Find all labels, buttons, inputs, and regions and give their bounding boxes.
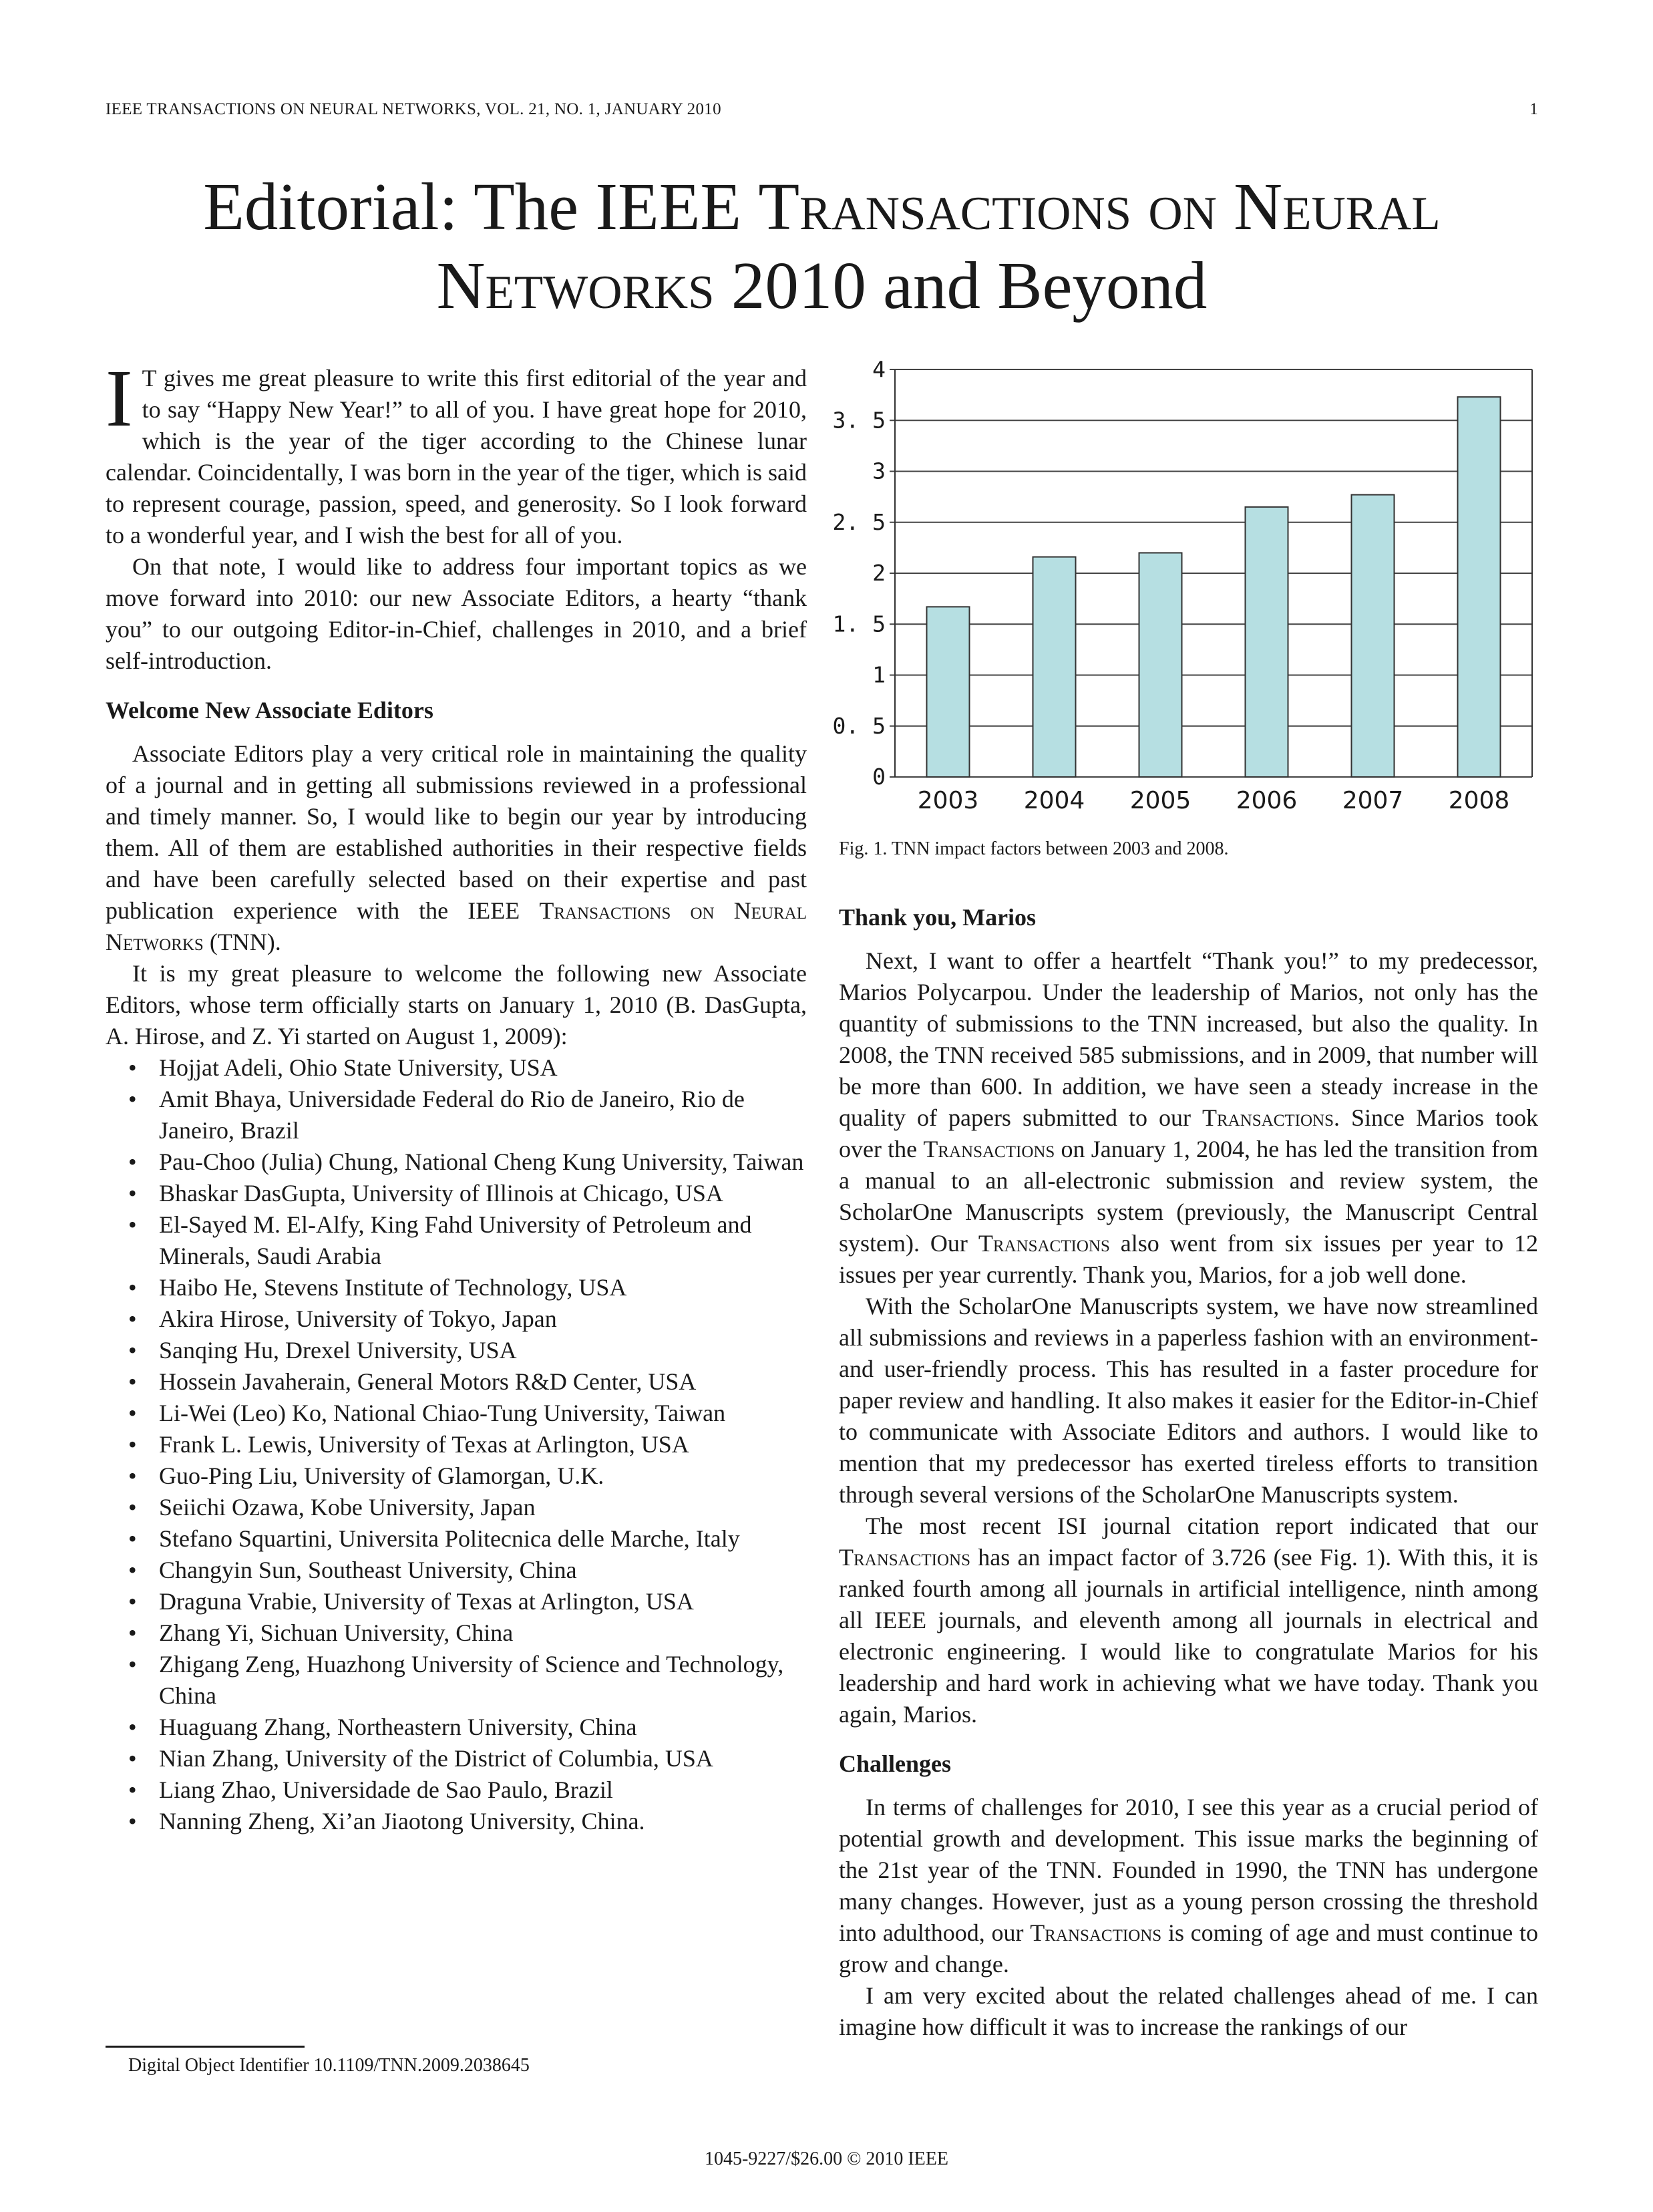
- topics-paragraph: On that note, I would like to address four important topics as we move forward into 2010: our new Associate Editors, a hearty “thank you” to our outgoing Editor-in-Chief, challenges in 2010, and a brief self-introduction.: [106, 553, 807, 674]
- editor-list-item: • Sanqing Hu, Drexel University, USA: [106, 1335, 807, 1366]
- page-title: [106, 167, 1538, 325]
- x-tick-label: 2006: [1236, 787, 1298, 814]
- section-heading-welcome: Welcome New Associate Editors: [106, 697, 433, 724]
- impact-text-b: has an impact factor of 3.726 (see Fig. 1). With this, it is ranked fourth among all journals in artificial intelligence, ninth among all IEEE journals, and eleventh among all journals in electrical and electronic engineering. I would like to congratulate Marios for his leadership and hard work in achieving what we have today. Thank you again, Marios.: [839, 1544, 1538, 1728]
- editor-list-item: • Haibo He, Stevens Institute of Technology, USA: [106, 1272, 807, 1303]
- challenges-text-a: In terms of challenges for 2010, I see this year as a crucial period of potential growth and development. This issue marks the beginning of the 21st year of the TNN. Founded in 1990, the TNN has undergone many changes. However, just as a young person crossing the threshold into adulthood, our: [839, 1794, 1538, 1946]
- editor-list-item: • Amit Bhaya, Universidade Federal do Rio de Janeiro, Rio de Janeiro, Brazil: [106, 1084, 807, 1146]
- editor-list-item: • Huaguang Zhang, Northeastern University, China: [106, 1712, 807, 1743]
- bar: [1458, 397, 1501, 777]
- editor-list-item: • Stefano Squartini, Universita Politecnica delle Marche, Italy: [106, 1523, 807, 1555]
- associate-editors-paragraph: [106, 738, 807, 958]
- editor-list-item: • Zhang Yi, Sichuan University, China: [106, 1617, 807, 1649]
- x-tick-label: 2003: [917, 787, 979, 814]
- intro-paragraph: [106, 353, 807, 551]
- editor-list-item: • Li-Wei (Leo) Ko, National Chiao-Tung University, Taiwan: [106, 1398, 807, 1429]
- transactions-4: Transactions: [839, 1544, 971, 1571]
- y-tick-label: 0. 5: [832, 712, 886, 739]
- editor-list-item: • Liang Zhao, Universidade de Sao Paulo, Brazil: [106, 1774, 807, 1806]
- impact-factor-chart: [832, 356, 1538, 834]
- y-tick-label: 2: [872, 560, 886, 586]
- transactions-2: Transactions: [923, 1136, 1055, 1162]
- title-part-1: Editorial: The IEEE: [203, 169, 759, 244]
- footnote-rule: [106, 2046, 305, 2048]
- x-tick-label: 2004: [1023, 787, 1085, 814]
- y-tick-label: 3. 5: [832, 407, 886, 434]
- y-tick-label: 3: [872, 458, 886, 484]
- doi-footnote: Digital Object Identifier 10.1109/TNN.2009.2038645: [128, 2055, 530, 2076]
- welcome-paragraph: It is my great pleasure to welcome the following new Associate Editors, whose term officially starts on January 1, 2010 (B. DasGupta, A. Hirose, and Z. Yi started on August 1, 2009):: [106, 960, 807, 1050]
- running-header: [106, 100, 1538, 119]
- transactions-5: Transactions: [1030, 1919, 1162, 1946]
- title-part-3: 2010 and Beyond: [714, 248, 1208, 323]
- ae-text-journal: Transactions on Neural Networks: [106, 897, 807, 955]
- challenges-paragraph: [839, 1792, 1538, 1980]
- bar: [1246, 507, 1288, 777]
- editor-list-item: • Hojjat Adeli, Ohio State University, USA: [106, 1052, 807, 1084]
- editor-list-item: • Akira Hirose, University of Tokyo, Japan: [106, 1303, 807, 1335]
- editor-list-item: • Hossein Javaherain, General Motors R&D Center, USA: [106, 1366, 807, 1398]
- editor-list-item: • Nanning Zheng, Xi’an Jiaotong University, China.: [106, 1806, 807, 1837]
- challenges-text-b: is coming of age and must continue to grow and change.: [839, 1919, 1538, 1978]
- right-column: [839, 902, 1538, 2043]
- bar: [1139, 553, 1182, 778]
- editor-list-item: • Draguna Vrabie, University of Texas at Arlington, USA: [106, 1586, 807, 1617]
- thanks-text-d: also went from six issues per year to 12 issues per year currently. Thank you, Marios, for a job well done.: [839, 1230, 1538, 1288]
- editor-list-item: • Pau-Choo (Julia) Chung, National Cheng Kung University, Taiwan: [106, 1146, 807, 1178]
- editor-list-item: • Frank L. Lewis, University of Texas at Arlington, USA: [106, 1429, 807, 1460]
- ae-text-c: (TNN).: [203, 929, 281, 955]
- drop-cap: I: [106, 353, 133, 444]
- editor-list-item: • Nian Zhang, University of the District of Columbia, USA: [106, 1743, 807, 1774]
- section-heading-thanks: Thank you, Marios: [839, 904, 1037, 931]
- y-tick-label: 2. 5: [832, 508, 886, 535]
- transactions-3: Transactions: [978, 1230, 1110, 1257]
- excited-paragraph: I am very excited about the related challenges ahead of me. I can imagine how difficult it was to increase the rankings of our: [839, 1982, 1538, 2040]
- journal-header: IEEE TRANSACTIONS ON NEURAL NETWORKS, VOL. 21, NO. 1, JANUARY 2010: [106, 100, 721, 118]
- section-heading-challenges: Challenges: [839, 1750, 952, 1777]
- y-tick-label: 4: [872, 356, 886, 382]
- y-tick-label: 1: [872, 661, 886, 688]
- thanks-text-c: on January 1, 2004, he has led the transition from a manual to an all-electronic submission and review system, the ScholarOne Manuscripts system (previously, the Manuscript Central system). Our: [839, 1136, 1538, 1257]
- editor-list-item: • Guo-Ping Liu, University of Glamorgan, U.K.: [106, 1460, 807, 1492]
- y-tick-label: 0: [872, 764, 886, 790]
- editor-list-item: • Seiichi Ozawa, Kobe University, Japan: [106, 1492, 807, 1523]
- title-part-2: Transactions on Neural Networks: [436, 169, 1441, 323]
- y-tick-label: 1. 5: [832, 611, 886, 637]
- thanks-paragraph: [839, 945, 1538, 1291]
- bar: [1033, 557, 1076, 777]
- editor-list-item: • Zhigang Zeng, Huazhong University of Science and Technology, China: [106, 1649, 807, 1712]
- x-tick-label: 2005: [1129, 787, 1191, 814]
- impact-factor-paragraph: [839, 1511, 1538, 1730]
- ae-text-a: Associate Editors play a very critical role in maintaining the quality of a journal and in getting all submissions reviewed in a professional and timely manner. So, I would like to begin our year by introducing them. All of them are established authorities in their respective fields and have been carefully selected based on their expertise and past publication experience with the IEEE: [106, 740, 807, 924]
- bar: [1352, 495, 1395, 777]
- thanks-text-a: Next, I want to offer a heartfelt “Thank you!” to my predecessor, Marios Polycarpou. Under the leadership of Marios, not only has the quantity of submissions to the TNN increased, but also the quality. In 2008, the TNN received 585 submissions, and in 2009, that number will be more than 600. In addition, we have seen a steady increase in the quality of papers submitted to our: [839, 947, 1538, 1131]
- x-tick-label: 2008: [1448, 787, 1510, 814]
- left-column: [106, 353, 807, 1837]
- editor-list-item: • Bhaskar DasGupta, University of Illinois at Chicago, USA: [106, 1178, 807, 1209]
- transactions-1: Transactions: [1202, 1104, 1334, 1131]
- impact-text-a: The most recent ISI journal citation report indicated that our: [866, 1513, 1538, 1539]
- editor-list-item: • Changyin Sun, Southeast University, China: [106, 1555, 807, 1586]
- page-number: 1: [1529, 100, 1538, 118]
- thanks-text-b: . Since Marios took over the: [839, 1104, 1538, 1162]
- scholarone-paragraph: With the ScholarOne Manuscripts system, we have now streamlined all submissions and reviews in a paperless fashion with an environment- and user-friendly process. This has resulted in a faster procedure for paper review and handling. It also makes it easier for the Editor-in-Chief to communicate with Associate Editors and authors. I would like to mention that my predecessor has exerted tireless efforts to transition through several versions of the ScholarOne Manuscripts system.: [839, 1293, 1538, 1508]
- figure-caption: Fig. 1. TNN impact factors between 2003 and 2008.: [839, 838, 1229, 859]
- bar: [927, 607, 970, 777]
- editor-list: [106, 1052, 807, 1837]
- x-tick-label: 2007: [1342, 787, 1404, 814]
- intro-text: T gives me great pleasure to write this first editorial of the year and to say “Happy New Year!” to all of you. I have great hope for 2010, which is the year of the tiger according to the Chinese lunar calendar. Coincidentally, I was born in the year of the tiger, which is said to represent courage, passion, speed, and generosity. So I look forward to a wonderful year, and I wish the best for all of you.: [106, 365, 807, 548]
- copyright-line: 1045-9227/$26.00 © 2010 IEEE: [704, 2149, 948, 2169]
- editor-list-item: • El-Sayed M. El-Alfy, King Fahd University of Petroleum and Minerals, Saudi Arabia: [106, 1209, 807, 1272]
